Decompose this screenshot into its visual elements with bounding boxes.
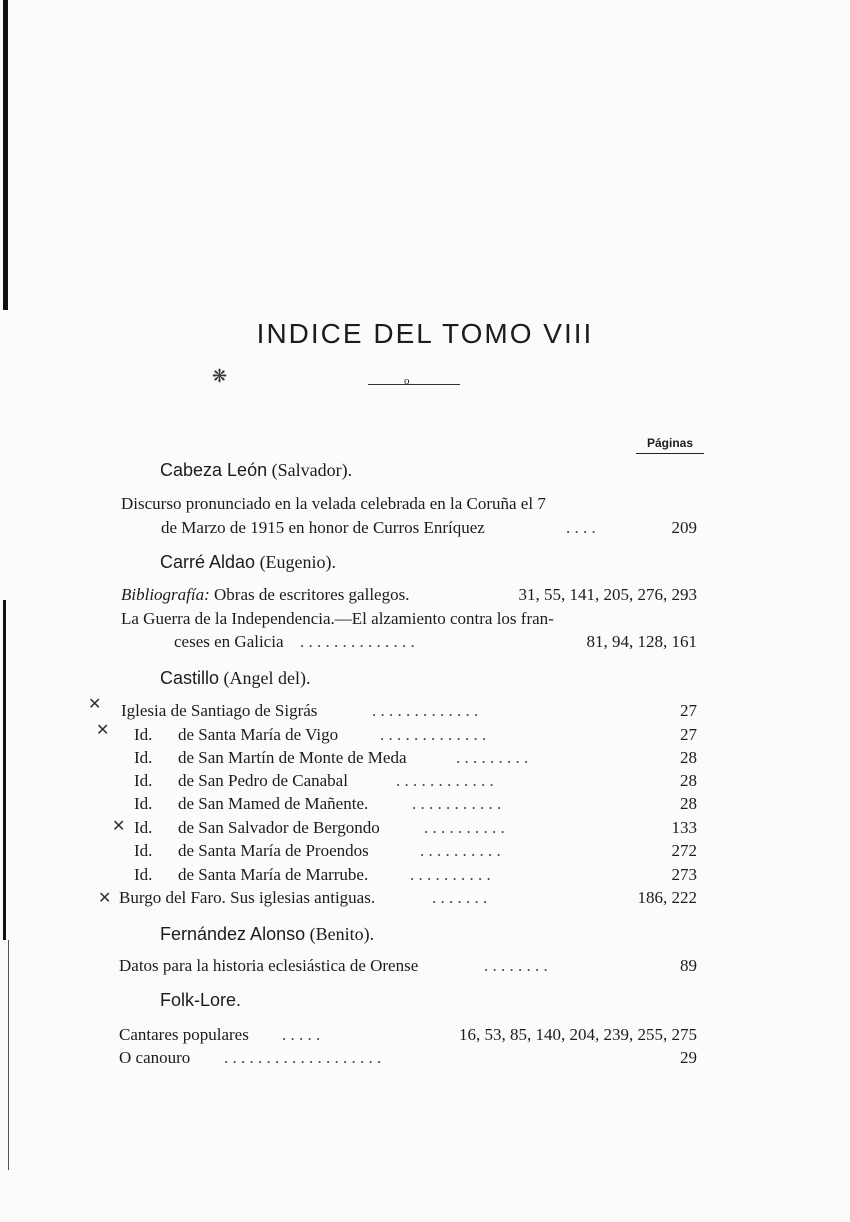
index-entry (0, 794, 850, 816)
index-entry (0, 818, 850, 840)
title-rule (368, 384, 460, 385)
author-heading (160, 668, 311, 689)
entry-id-abbrev: Id. (134, 748, 153, 767)
entry-text: Cantares populares (119, 1025, 249, 1044)
entry-text: La Guerra de la Independencia.—El alzamiento contra los fran- (121, 609, 554, 628)
entry-pages: 89 (680, 956, 697, 975)
leader-dots: . . . . . . . . . . (424, 818, 505, 837)
author-heading (160, 924, 374, 945)
scan-edge-bar-top (3, 0, 8, 310)
leader-dots: . . . . . . . . (484, 956, 548, 975)
index-entry (0, 1048, 850, 1070)
margin-cross-mark: ✕ (112, 816, 126, 835)
entry-pages: 27 (680, 701, 697, 720)
author-heading (160, 552, 336, 573)
entry-text: Iglesia de Santiago de Sigrás (121, 701, 318, 720)
leader-dots: . . . . . . . . . . . . . (372, 701, 479, 720)
author-surname: Castillo (160, 668, 220, 688)
entry-id-abbrev: Id. (134, 794, 153, 813)
entry-text: de Marzo de 1915 en honor de Curros Enríquez (161, 518, 485, 537)
index-entry (0, 865, 850, 887)
author-given-name: (Salvador). (271, 460, 353, 480)
entry-text (121, 585, 409, 605)
index-entry (0, 748, 850, 770)
entry-text: Datos para la historia eclesiástica de Orense (119, 956, 419, 975)
entry-pages: 28 (680, 794, 697, 813)
author-surname: Carré Aldao (160, 552, 256, 572)
leader-dots: . . . . . . . . . . . . . . . . . . . (224, 1048, 382, 1067)
entry-text: de San Pedro de Canabal (178, 771, 348, 790)
author-given-name: (Benito). (309, 924, 375, 944)
pages-column-header: Páginas (636, 436, 704, 454)
entry-pages: 16, 53, 85, 140, 204, 239, 255, 275 (459, 1025, 697, 1044)
entry-pages: 28 (680, 771, 697, 790)
leader-dots: . . . . . . . . . . . (412, 794, 502, 813)
entry-text: O canouro (119, 1048, 191, 1067)
entry-pages: 27 (680, 725, 697, 744)
page-title: INDICE DEL TOMO VIII (256, 318, 594, 349)
entry-id-abbrev: Id. (134, 818, 153, 837)
entry-id-abbrev: Id. (134, 771, 153, 790)
leader-dots: . . . . . . . . . . . . . . (300, 632, 415, 651)
entry-title: Obras de escritores gallegos. (209, 585, 410, 604)
index-entry (0, 841, 850, 863)
leader-dots: . . . . . . . . . (456, 748, 529, 767)
index-entry (0, 1025, 850, 1047)
author-surname: Cabeza León (160, 460, 268, 480)
index-entry (0, 888, 850, 910)
index-entry (0, 956, 850, 978)
leader-dots: . . . . . . . . . . (410, 865, 491, 884)
index-entry (0, 725, 850, 747)
margin-cross-mark: ✕ (96, 720, 110, 739)
index-entry-continuation (0, 518, 850, 540)
author-given-name: (Eugenio). (259, 552, 337, 572)
margin-cross-mark: ✕ (88, 694, 102, 713)
entry-text: de Santa María de Vigo (178, 725, 339, 744)
entry-pages: 209 (671, 518, 697, 537)
entry-text: Discurso pronunciado en la velada celebrada en la Coruña el 7 (121, 494, 546, 513)
entry-id-abbrev: Id. (134, 725, 153, 744)
entry-text: de San Salvador de Bergondo (178, 818, 380, 837)
author-heading (160, 460, 352, 481)
author-given-name: (Angel del). (223, 668, 311, 688)
entry-pages: 31, 55, 141, 205, 276, 293 (518, 585, 697, 604)
entry-pages: 273 (671, 865, 697, 884)
entry-italic-label: Bibliografía: (121, 585, 210, 604)
title-rule-ornament: o (404, 375, 410, 387)
entry-text: ceses en Galicia (174, 632, 284, 651)
leader-dots: . . . . (566, 518, 596, 537)
ornament-star-icon: ❋ (212, 366, 228, 386)
entry-pages: 29 (680, 1048, 697, 1067)
entry-text: de Santa María de Marrube. (178, 865, 369, 884)
author-surname: Folk-Lore. (160, 990, 242, 1010)
margin-cross-mark: ✕ (98, 888, 112, 907)
entry-pages: 28 (680, 748, 697, 767)
leader-dots: . . . . . . . (432, 888, 488, 907)
author-surname: Fernández Alonso (160, 924, 306, 944)
entry-pages: 81, 94, 128, 161 (586, 632, 697, 651)
index-entry (0, 585, 850, 607)
index-entry (0, 609, 850, 631)
leader-dots: . . . . . . . . . . (420, 841, 501, 860)
entry-id-abbrev: Id. (134, 865, 153, 884)
index-entry (0, 701, 850, 723)
index-entry (0, 494, 850, 516)
index-entry-continuation (0, 632, 850, 654)
leader-dots: . . . . . . . . . . . . . (380, 725, 487, 744)
entry-text: de San Mamed de Mañente. (178, 794, 369, 813)
entry-pages: 272 (671, 841, 697, 860)
entry-id-abbrev: Id. (134, 841, 153, 860)
entry-text: de Santa María de Proendos (178, 841, 369, 860)
entry-pages: 186, 222 (637, 888, 697, 907)
entry-pages: 133 (671, 818, 697, 837)
leader-dots: . . . . . (282, 1025, 321, 1044)
index-entry (0, 771, 850, 793)
entry-text: Burgo del Faro. Sus iglesias antiguas. (119, 888, 376, 907)
entry-text: de San Martín de Monte de Meda (178, 748, 407, 767)
author-heading (160, 990, 241, 1011)
leader-dots: . . . . . . . . . . . . (396, 771, 494, 790)
